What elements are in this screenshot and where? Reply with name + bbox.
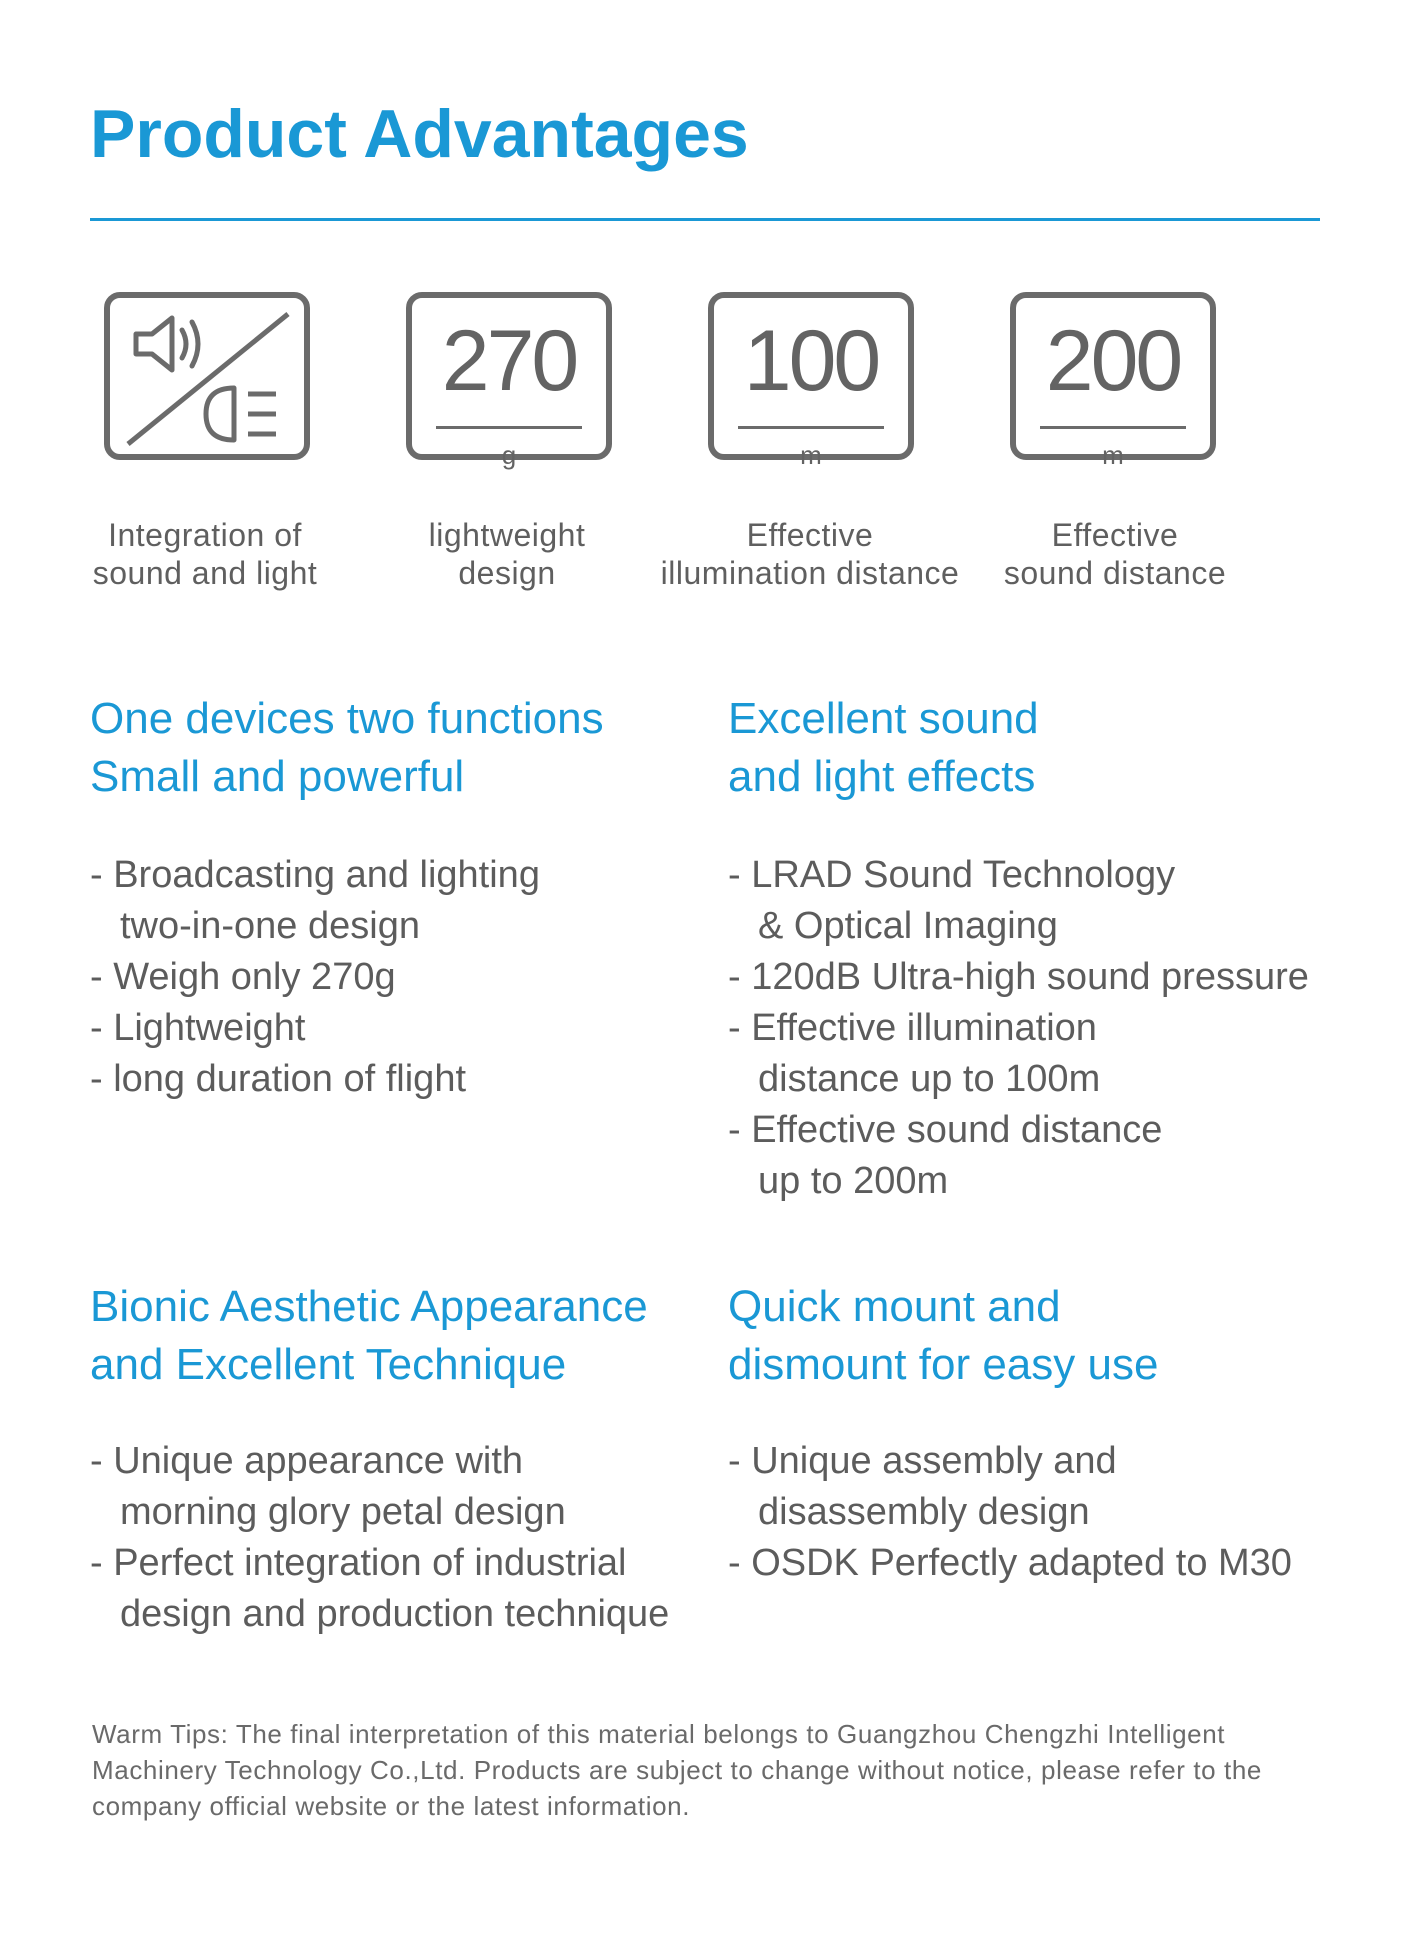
stat-divider bbox=[738, 426, 884, 429]
section-heading: One devices two functions Small and powerful bbox=[90, 694, 604, 801]
weight-stat-box bbox=[406, 292, 612, 470]
section-list bbox=[728, 1436, 1292, 1589]
feature-sound-light bbox=[104, 292, 304, 460]
feature-caption-weight: lightweight design bbox=[428, 517, 586, 591]
list-item: - long duration of flight bbox=[90, 1058, 467, 1100]
list-item: - OSDK Perfectly adapted to M30 bbox=[728, 1542, 1292, 1584]
sound-light-icon bbox=[104, 292, 310, 460]
weight-value: 270 bbox=[441, 313, 577, 409]
section-two-functions bbox=[90, 690, 700, 1100]
feature-caption-sound-light: Integration of sound and light bbox=[92, 517, 318, 591]
section-heading: Quick mount and dismount for easy use bbox=[728, 1282, 1159, 1389]
list-item: - 120dB Ultra-high sound pressure bbox=[728, 956, 1309, 998]
section-heading: Bionic Aesthetic Appearance and Excellent Technique bbox=[90, 1282, 648, 1389]
list-item: - Weigh only 270g bbox=[90, 956, 396, 998]
list-item: - Effective illumination distance up to 100m bbox=[728, 1007, 1101, 1100]
sound-distance-value: 200 bbox=[1045, 313, 1181, 409]
section-list bbox=[90, 1436, 720, 1640]
illumination-stat-box bbox=[708, 292, 914, 470]
section-heading: Excellent sound and light effects bbox=[728, 694, 1039, 801]
feature-sound-distance bbox=[1010, 292, 1210, 470]
warm-tips-footer: Warm Tips: The final interpretation of this material belongs to Guangzhou Chengzhi Intelligent Machinery Technology Co.,Ltd. Products are subject to change without notice, please refer to the company official website or the latest information. bbox=[92, 1719, 1262, 1821]
sound-distance-unit: m bbox=[1102, 440, 1124, 470]
feature-caption-illumination: Effective illumination distance bbox=[660, 517, 960, 591]
section-list bbox=[90, 850, 540, 1105]
sound-distance-stat-box bbox=[1010, 292, 1216, 470]
weight-unit: g bbox=[501, 440, 517, 470]
list-item: - Effective sound distance up to 200m bbox=[728, 1109, 1163, 1202]
section-quick-mount bbox=[728, 1278, 1338, 1584]
list-item: - Lightweight bbox=[90, 1007, 306, 1049]
illumination-value: 100 bbox=[743, 313, 879, 409]
section-bionic-appearance bbox=[90, 1278, 720, 1635]
list-item: - Perfect integration of industrial design and production technique bbox=[90, 1542, 670, 1635]
feature-caption-sound-distance: Effective sound distance bbox=[1003, 517, 1227, 591]
stat-divider bbox=[436, 426, 582, 429]
list-item: - LRAD Sound Technology & Optical Imaging bbox=[728, 854, 1176, 947]
feature-illumination bbox=[708, 292, 908, 470]
feature-weight bbox=[406, 292, 606, 470]
section-list bbox=[728, 850, 1348, 1207]
section-sound-light-effects bbox=[728, 690, 1348, 1202]
illumination-unit: m bbox=[800, 440, 822, 470]
stat-divider bbox=[1040, 426, 1186, 429]
list-item: - Broadcasting and lighting two-in-one design bbox=[90, 854, 540, 947]
list-item: - Unique assembly and disassembly design bbox=[728, 1440, 1117, 1533]
list-item: - Unique appearance with morning glory petal design bbox=[90, 1440, 566, 1533]
page-title: Product Advantages bbox=[90, 96, 749, 172]
title-divider bbox=[90, 218, 1320, 221]
